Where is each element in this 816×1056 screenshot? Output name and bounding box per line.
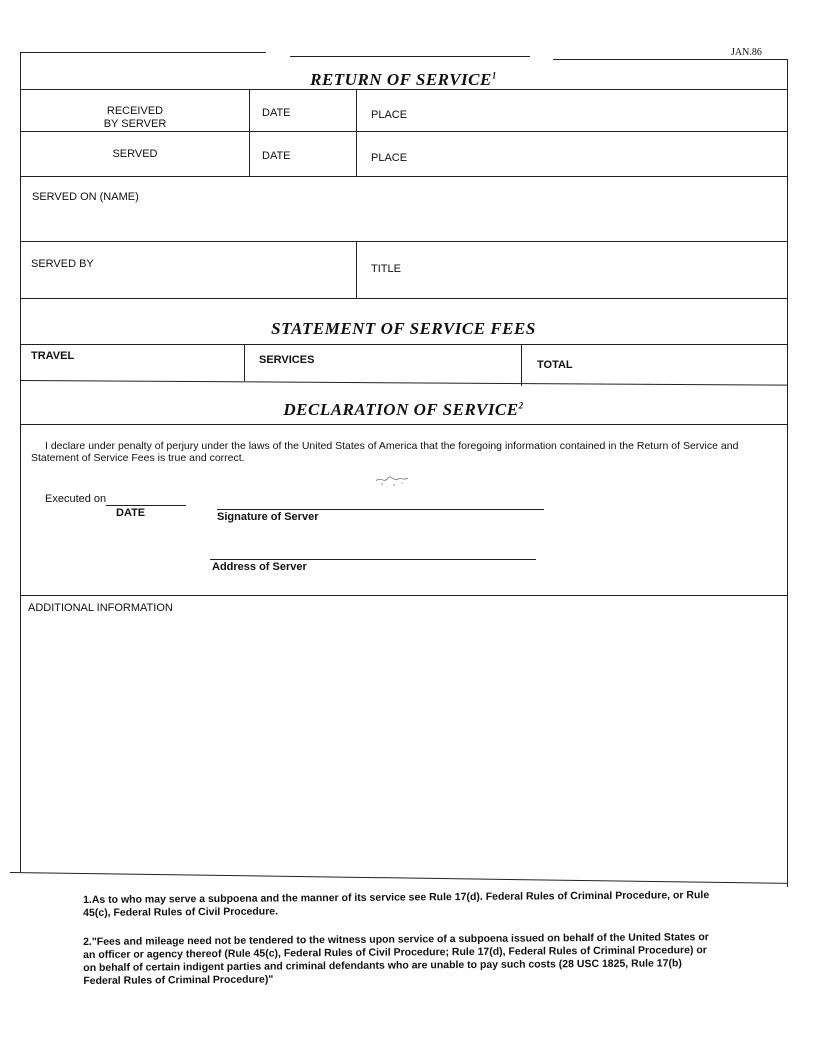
executed-on-label: Executed on bbox=[45, 493, 107, 505]
header-line-left bbox=[20, 52, 266, 53]
vline-title-col bbox=[356, 241, 357, 299]
rule-6 bbox=[20, 344, 787, 345]
title-field-label: TITLE bbox=[371, 263, 401, 275]
rule-8 bbox=[20, 424, 787, 425]
services-label: SERVICES bbox=[259, 354, 315, 366]
form-code: JAN.86 bbox=[731, 47, 762, 58]
footnote-1: 1.As to who may serve a subpoena and the manner of its service see Rule 17(d). Federal Rules of Criminal Procedure, or Rule 45(c), Federal Rules of Civil Procedure. bbox=[83, 889, 710, 919]
served-by-label: SERVED BY bbox=[31, 258, 94, 270]
rule-3 bbox=[20, 176, 787, 177]
frame-bottom-border bbox=[10, 872, 788, 884]
executed-date-line[interactable] bbox=[106, 505, 186, 506]
footnote-2: 2."Fees and mileage need not be tendered to the witness upon service of a subpoena issued on behalf of the United States or an officer or agency thereof (Rule 45(c), Federal Rules of Civil Procedure; Rule 17(d), Federal Rules of Criminal Procedure) or on behalf of certain indigent parties and criminal defendants who are unable to pay such costs (28 USC 1825, Rule 17(b) Federal Rules of Criminal Procedure)" bbox=[83, 931, 709, 987]
date-label-1: DATE bbox=[262, 107, 291, 119]
place-label-2: PLACE bbox=[371, 152, 408, 164]
rule-4 bbox=[20, 241, 787, 242]
frame-left-border bbox=[20, 52, 21, 872]
rule-9 bbox=[20, 595, 787, 596]
address-of-server-label: Address of Server bbox=[212, 561, 307, 573]
rule-7 bbox=[20, 380, 787, 386]
vline-services-col bbox=[244, 344, 245, 381]
executed-date-label: DATE bbox=[116, 507, 146, 519]
received-by-server-label: RECEIVED BY SERVER bbox=[103, 105, 167, 130]
additional-information-label: ADDITIONAL INFORMATION bbox=[28, 602, 173, 614]
address-line[interactable] bbox=[210, 559, 536, 560]
total-label: TOTAL bbox=[537, 359, 573, 371]
signature-line[interactable] bbox=[217, 509, 544, 510]
return-of-service-title: RETURN OF SERVICE$^1$ bbox=[310, 70, 497, 89]
rule-2 bbox=[20, 131, 787, 132]
served-on-name-label: SERVED ON (NAME) bbox=[32, 191, 139, 203]
travel-label: TRAVEL bbox=[31, 350, 75, 362]
service-fees-title: STATEMENT OF SERVICE FEES bbox=[271, 319, 536, 338]
rule-5 bbox=[20, 298, 787, 299]
vline-total-col bbox=[521, 344, 522, 386]
vline-date-col bbox=[249, 89, 250, 177]
served-label: SERVED bbox=[112, 148, 158, 160]
signature-of-server-label: Signature of Server bbox=[217, 511, 319, 523]
vline-place-col bbox=[356, 89, 357, 177]
rule-1 bbox=[20, 89, 787, 90]
frame-right-border bbox=[787, 59, 788, 887]
date-label-2: DATE bbox=[262, 150, 291, 162]
declaration-text: I declare under penalty of perjury under the laws of the United States of America that the foregoing information contained in the Return of Service and Statement of Service Fees is true and correct. bbox=[31, 440, 739, 464]
signature-mark-icon bbox=[372, 472, 412, 488]
header-line-right bbox=[553, 59, 787, 60]
declaration-title: DECLARATION OF SERVICE$^2$ bbox=[283, 400, 524, 419]
header-line-middle bbox=[290, 56, 530, 57]
place-label-1: PLACE bbox=[371, 109, 408, 121]
